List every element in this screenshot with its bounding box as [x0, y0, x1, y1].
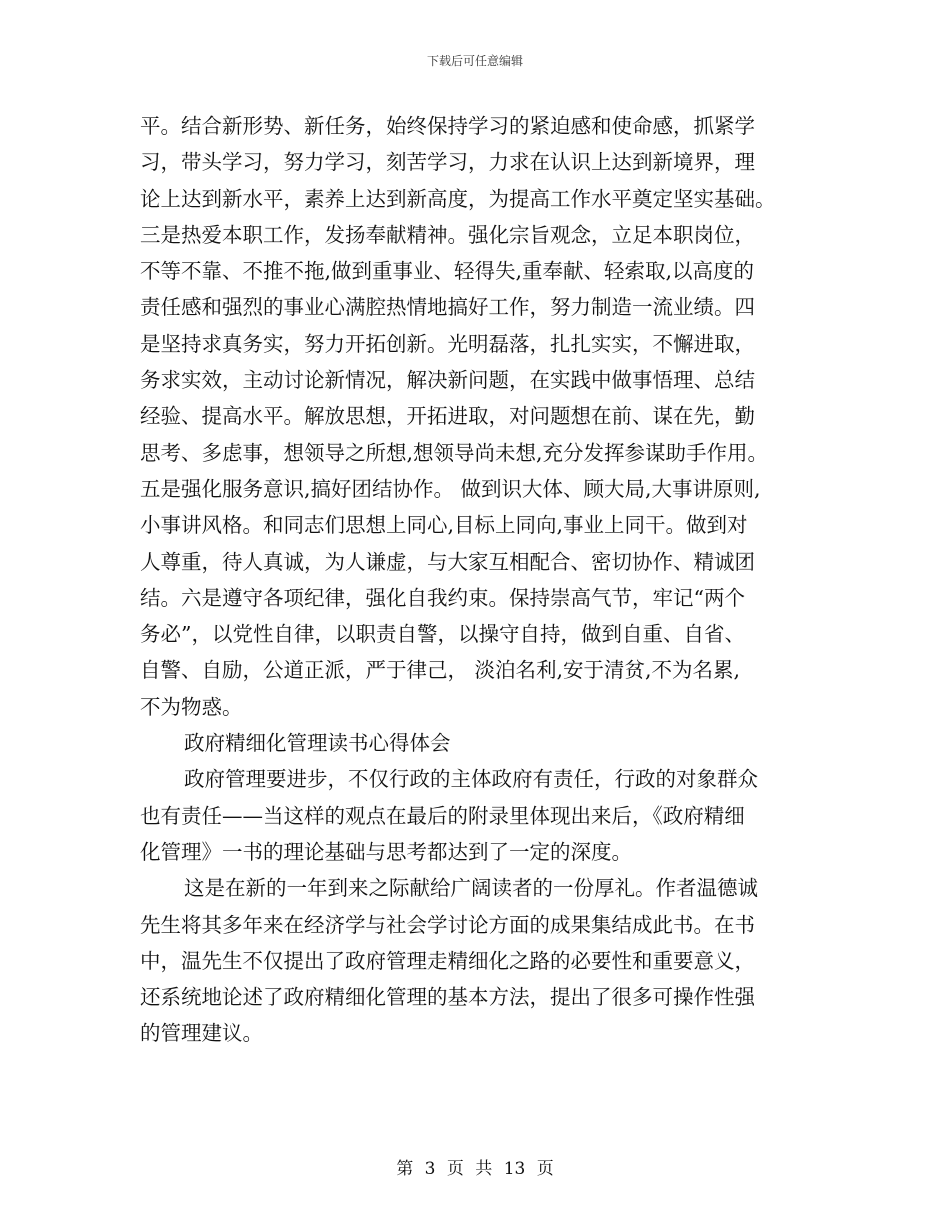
text-line: 自警、自励，公道正派，严于律己， 淡泊名利,安于清贫,不为名累, [140, 658, 741, 683]
text-line: 平。结合新形势、新任务，始终保持学习的紧迫感和使命感，抓紧学 [140, 114, 755, 138]
text-line: 经验、提高水平。解放思想，开拓进取，对问题想在前、谋在先，勤 [140, 404, 755, 429]
document-body [140, 108, 820, 1052]
section-title: 政府精细化管理读书心得体会 [184, 731, 451, 756]
page-footer: 第 3 页 共 13 页 [396, 1159, 554, 1179]
text-line: 论上达到新水平，素养上达到新高度，为提高工作水平奠定坚实基础。 [140, 186, 776, 211]
text-line: 的管理建议。 [140, 1021, 263, 1046]
text-line: 务必”，以党性自律，以职责自警，以操守自持，做到自重、自省、 [140, 622, 745, 647]
text-line: 结。六是遵守各项纪律，强化自我约束。保持崇高气节，牢记“两个 [140, 585, 745, 610]
text-line: 不等不靠、不推不拖,做到重事业、轻得失,重奉献、轻索取,以高度的 [140, 259, 755, 284]
text-line: 还系统地论述了政府精细化管理的基本方法，提出了很多可操作性强 [140, 985, 755, 1010]
text-line: 思考、多虑事，想领导之所想,想领导尚未想,充分发挥参谋助手作用。 [140, 440, 769, 465]
text-line: 小事讲风格。和同志们思想上同心,目标上同向,事业上同干。做到对 [140, 513, 748, 538]
text-line: 人尊重，待人真诚，为人谦虚，与大家互相配合、密切协作、精诚团 [140, 549, 755, 574]
text-line: 五是强化服务意识,搞好团结协作。 做到识大体、顾大局,大事讲原则, [140, 476, 761, 501]
text-line: 三是热爱本职工作，发扬奉献精神。强化宗旨观念，立足本职岗位， [140, 222, 755, 247]
text-line: 是坚持求真务实，努力开拓创新。光明磊落，扎扎实实，不懈进取， [140, 331, 755, 356]
text-line: 不为物惑。 [140, 694, 243, 719]
text-line: 政府管理要进步，不仅行政的主体政府有责任，行政的对象群众 [184, 767, 758, 792]
text-line: 责任感和强烈的事业心满腔热情地搞好工作，努力制造一流业绩。四 [140, 295, 755, 320]
text-line: 务求实效，主动讨论新情况，解决新问题，在实践中做事悟理、总结 [140, 368, 755, 393]
text-line: 也有责任——当这样的观点在最后的附录里体现出来后，《政府精细 [140, 803, 745, 828]
text-line: 化管理》一书的理论基础与思考都达到了一定的深度。 [140, 839, 632, 864]
text-line: 先生将其多年来在经济学与社会学讨论方面的成果集结成此书。在书 [140, 912, 755, 937]
text-line: 中，温先生不仅提出了政府管理走精细化之路的必要性和重要意义， [140, 948, 755, 973]
text-line: 习，带头学习，努力学习，刻苦学习，力求在认识上达到新境界，理 [140, 150, 755, 175]
text-line: 这是在新的一年到来之际献给广阔读者的一份厚礼。作者温德诚 [184, 876, 758, 901]
page-header: 下载后可任意编辑 [426, 54, 523, 68]
